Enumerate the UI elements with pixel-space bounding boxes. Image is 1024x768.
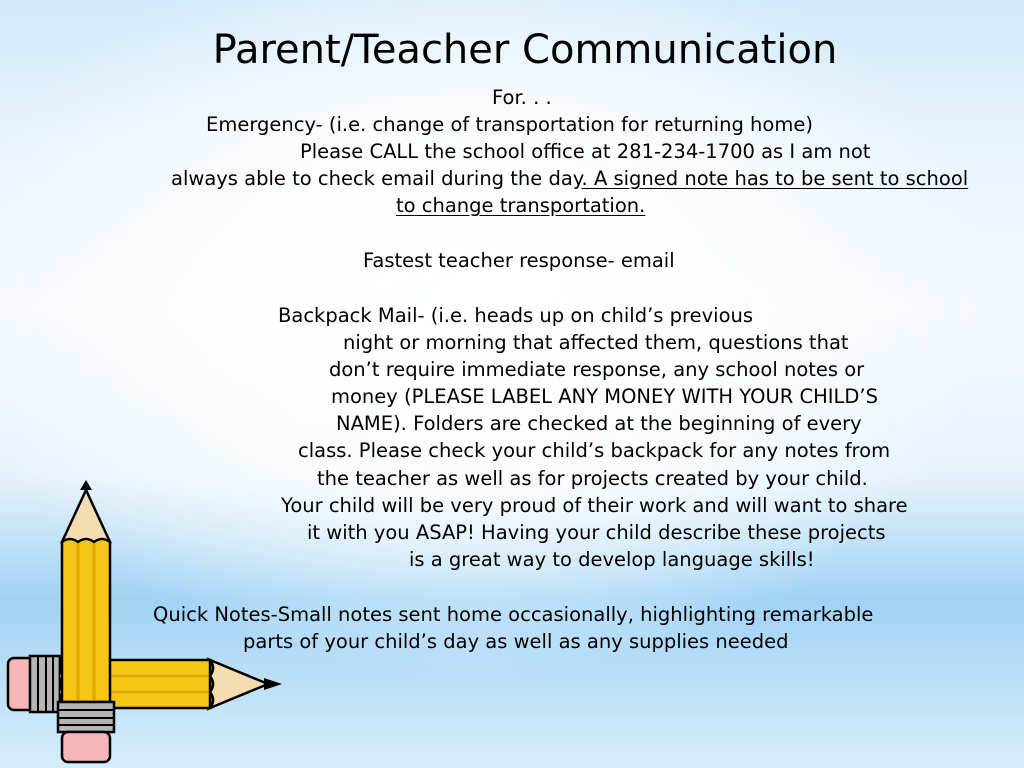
backpack-line: Your child will be very proud of their work and will want to share <box>281 494 908 517</box>
emergency-transportation-note: to change transportation. <box>396 194 646 217</box>
backpack-line: Backpack Mail- (i.e. heads up on child’s previous <box>278 304 754 327</box>
backpack-line: the teacher as well as for projects created by your child. <box>317 467 868 490</box>
backpack-line: NAME). Folders are checked at the beginning of every <box>336 412 862 435</box>
emergency-email-text: always able to check email during the day <box>171 167 582 190</box>
backpack-line: night or morning that affected them, questions that <box>343 331 849 354</box>
emergency-email-line <box>171 165 968 192</box>
horizontal-pencil-icon <box>8 656 282 712</box>
emergency-call-line: Please CALL the school office at 281-234-1700 as I am not <box>300 140 871 163</box>
emergency-heading: Emergency- (i.e. change of transportation for returning home) <box>206 113 813 136</box>
vertical-pencil-icon <box>58 480 114 762</box>
backpack-line: don’t require immediate response, any school notes or <box>329 358 865 381</box>
backpack-line: money (PLEASE LABEL ANY MONEY WITH YOUR CHILD’S <box>331 385 878 408</box>
intro-text: For. . . <box>492 86 552 109</box>
crossed-pencils-icon <box>0 480 290 768</box>
quick-notes-line: parts of your child’s day as well as any supplies needed <box>243 630 789 653</box>
slide-title: Parent/Teacher Communication <box>212 27 838 73</box>
fastest-response-text: Fastest teacher response- email <box>363 249 675 272</box>
backpack-line: it with you ASAP! Having your child describe these projects <box>307 521 886 544</box>
emergency-signed-note-text: . A signed note has to be sent to school <box>581 167 969 190</box>
backpack-line: is a great way to develop language skills! <box>409 548 815 571</box>
backpack-line: class. Please check your child’s backpack for any notes from <box>298 439 891 462</box>
quick-notes-line: Quick Notes-Small notes sent home occasionally, highlighting remarkable <box>153 603 874 626</box>
